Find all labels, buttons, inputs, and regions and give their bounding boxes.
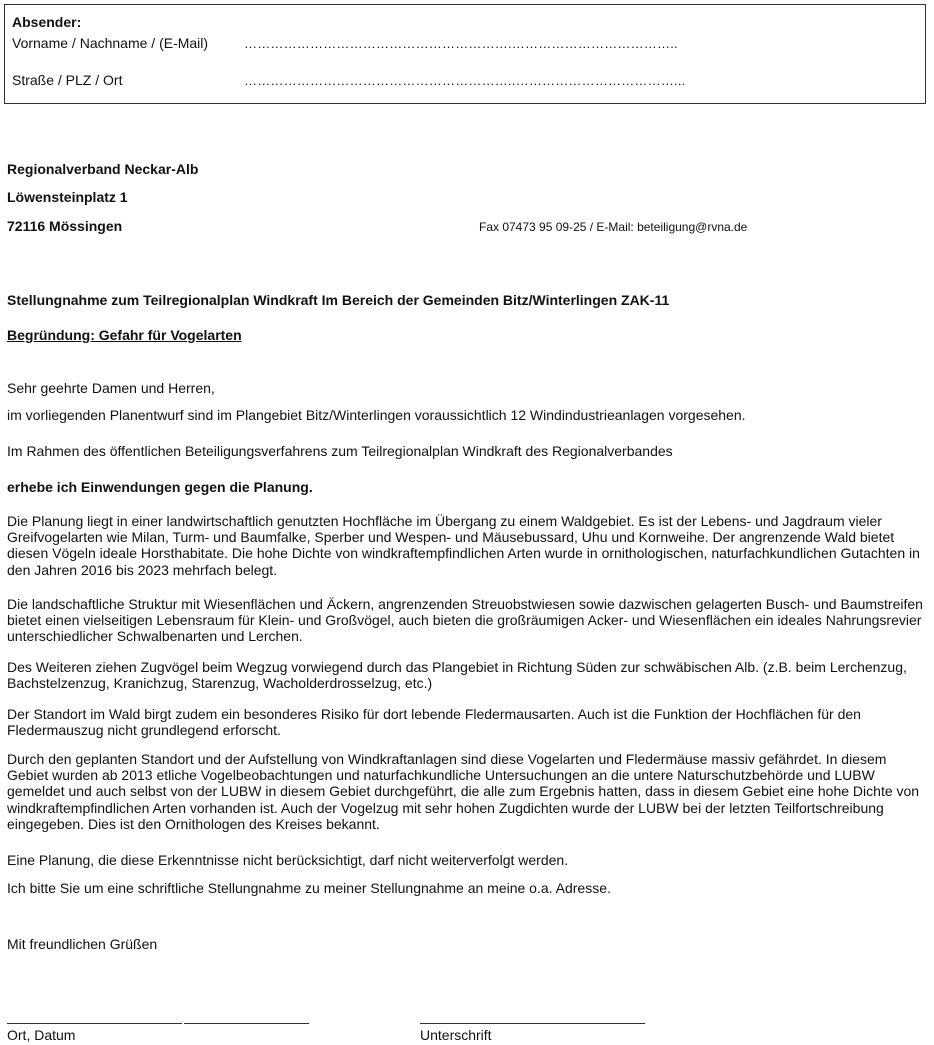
paragraph-conclusion: Eine Planung, die diese Erkenntnisse nicht berücksichtigt, darf nicht weiterverfolgt werden.: [7, 852, 569, 868]
objection-text: erhebe ich Einwendungen gegen die Planung.: [7, 479, 313, 495]
sender-name-label: Vorname / Nachname / (E-Mail): [12, 35, 209, 51]
intro-text: im vorliegenden Planentwurf sind im Plangebiet Bitz/Winterlingen voraussichtlich 12 Windindustrieanlagen vorgesehen.: [7, 407, 746, 423]
signature-label: Unterschrift: [420, 1027, 492, 1043]
paragraph-landscape: Die landschaftliche Struktur mit Wiesenflächen und Äckern, angrenzenden Streuobstwiesen sowie dazwischen gelagerten Busch- und Baumstreifen bietet einen vielseitigen Lebensraum für Klein- und Großvögel, auch bieten die großräumigen Acker- und Wiesenflächen ein ideales Nahrungsrevier unterschiedlicher Schwalbenarten und Lerchen.: [7, 596, 923, 645]
recipient-street: Löwensteinplatz 1: [7, 189, 128, 205]
paragraph-bats: Der Standort im Wald birgt zudem ein besonderes Risiko für dort lebende Fledermausarten. Auch ist die Funktion der Hochflächen für den Fledermauszug nicht grundlegend erforscht.: [7, 706, 861, 739]
place-date-label: Ort, Datum: [7, 1027, 76, 1043]
paragraph-request: Ich bitte Sie um eine schriftliche Stellungnahme zu meiner Stellungnahme an meine o.a. Adresse.: [7, 880, 611, 896]
salutation: Sehr geehrte Damen und Herren,: [7, 380, 215, 396]
signature-line: [420, 1023, 645, 1024]
paragraph-raptors: Die Planung liegt in einer landwirtschaftlich genutzten Hochfläche im Übergang zu einem Waldgebiet. Es ist der Lebens- und Jagdraum vieler Greifvogelarten wie Milan, Turm- und Baumfalke, Sperber und Wespen- und Mäusebussard, Uhu und Kornweihe. Der angrenzende Wald bietet diesen Vögeln ideale Horsthabitate. Die hohe Dichte von windkraftempfindlichen Arten wurde in ornithologischen, naturfachkundlichen Gutachten in den Jahren 2016 bis 2023 mehrfach belegt.: [7, 513, 920, 578]
reason-heading: Begründung: Gefahr für Vogelarten: [7, 327, 242, 343]
recipient-name: Regionalverband Neckar-Alb: [7, 161, 199, 177]
sender-name-field[interactable]: …………………………………………………….………………………………..: [244, 36, 678, 51]
sender-heading: Absender:: [12, 14, 82, 30]
recipient-city: 72116 Mössingen: [7, 218, 123, 234]
paragraph-migration: Des Weiteren ziehen Zugvögel beim Wegzug vorwiegend durch das Plangebiet in Richtung Süden zur schwäbischen Alb. (z.B. beim Lerchenzug, Bachstelzenzug, Kranichzug, Starenzug, Wacholderdrosselzug, etc.): [7, 659, 907, 692]
sender-address-field[interactable]: ……………………………………………………..………………………………...: [244, 73, 686, 88]
paragraph-observations: Durch den geplanten Standort und der Aufstellung von Windkraftanlagen sind diese Vogelarten und Fledermäuse massiv gefährdet. In diesem Gebiet wurden ab 2013 etliche Vogelbeobachtungen und naturfachkundliche Untersuchungen an die untere Naturschutzbehörde und LUBW gemeldet und auch selbst von der LUBW in diesem Gebiet durchgeführt, die alle zum Ergebnis hatten, dass in diesem Gebiet eine hohe Dichte von windkraftempfindlichen Arten vorhanden ist. Auch der Vogelzug mit sehr hohen Zugdichten wurde der LUBW bei der letzten Teilfortschreibung eingegeben. Dies ist den Ornithologen des Kreises bekannt.: [7, 751, 920, 832]
date-line: [184, 1023, 309, 1024]
place-line: [7, 1023, 182, 1024]
subject-heading: Stellungnahme zum Teilregionalplan Windkraft Im Bereich der Gemeinden Bitz/Winterlingen ZAK-11: [7, 292, 670, 308]
sender-box: [4, 4, 926, 104]
closing: Mit freundlichen Grüßen: [7, 936, 158, 952]
sender-address-label: Straße / PLZ / Ort: [12, 72, 123, 88]
recipient-fax-email: Fax 07473 95 09-25 / E-Mail: beteiligung@rvna.de: [479, 220, 748, 234]
context-text: Im Rahmen des öffentlichen Beteiligungsverfahrens zum Teilregionalplan Windkraft des Regionalverbandes: [7, 443, 673, 459]
